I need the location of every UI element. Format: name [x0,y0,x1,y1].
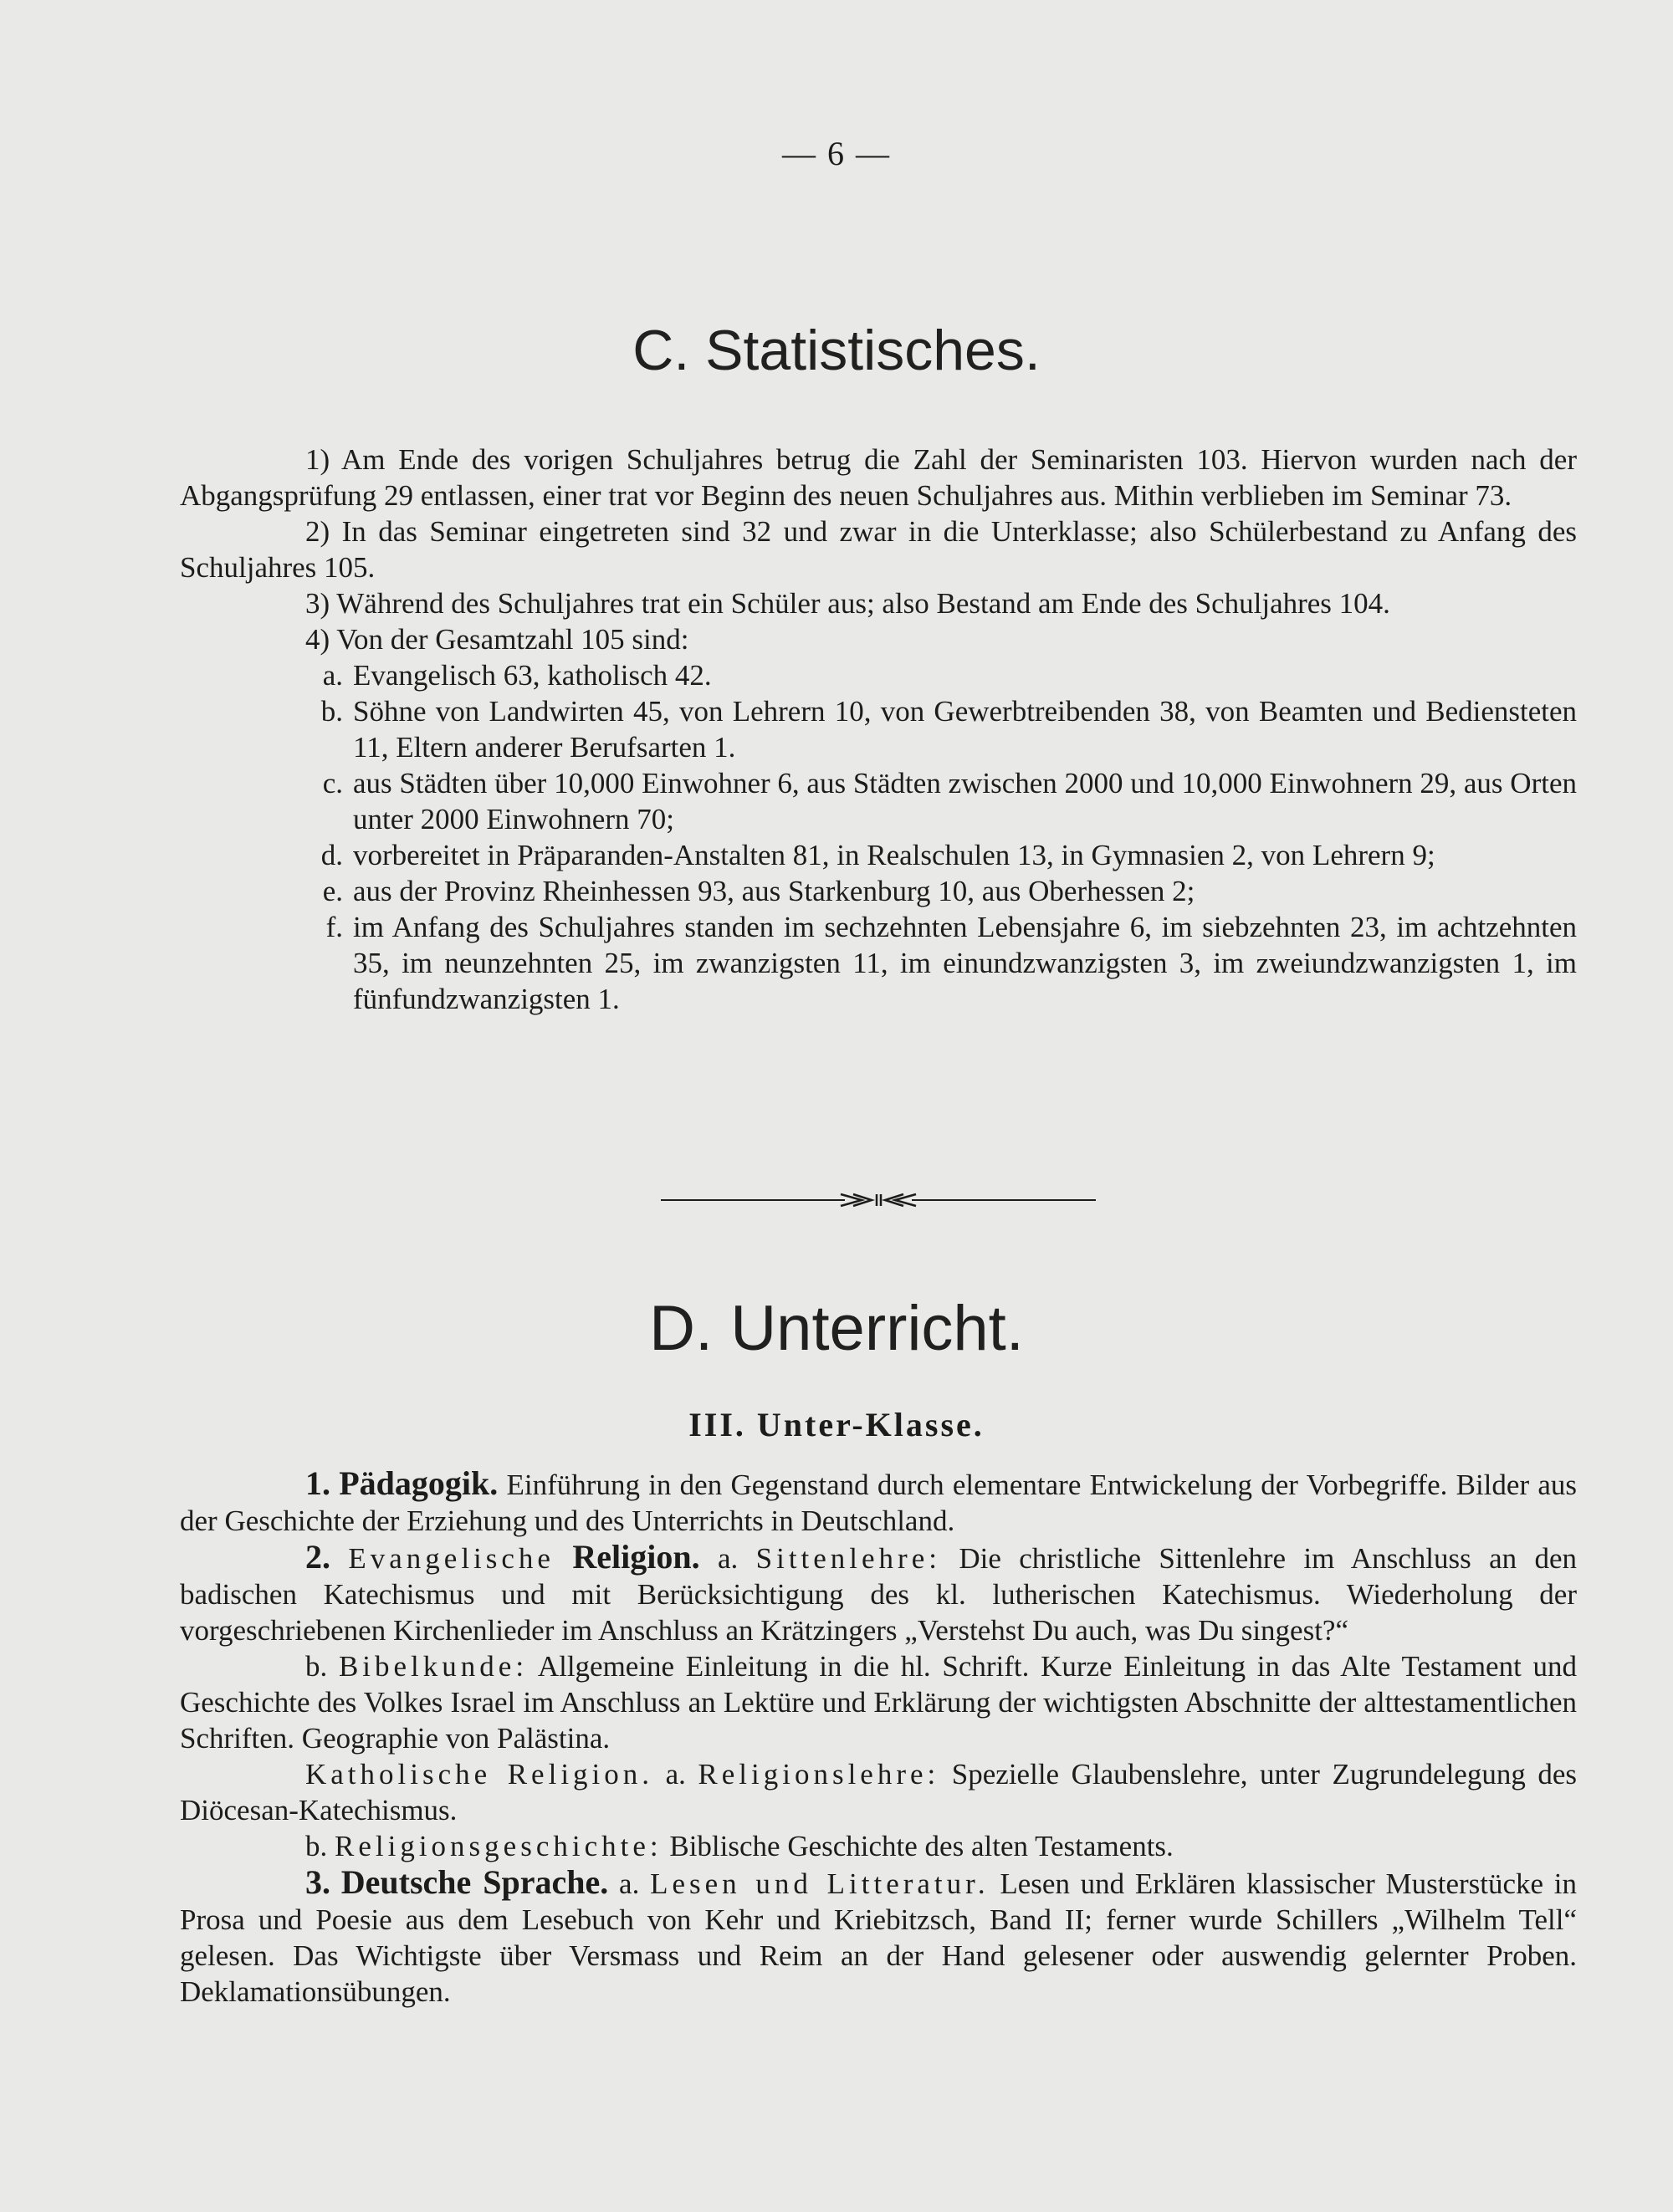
stat-paragraph-4: 4) Von der Gesamtzahl 105 sind: [305,623,689,656]
list-item-letter: d. [320,839,343,871]
paragraph-text: Biblische Geschichte des alten Testaments. [662,1830,1174,1862]
spaced-label: Lesen und Litteratur. [650,1867,990,1900]
subject-title: Pädagogik. [339,1464,499,1502]
stat-paragraph-2: 2) In das Seminar eingetreten sind 32 und zwar in die Unterklasse; also Schülerbestand zu Anfang des Schuljahres 105. [180,515,1577,584]
paragraph-text: Einführung in den Gegenstand durch elementare Entwickelung der Vorbegriffe. Bilder aus der Geschichte der Erziehung und des Unterrichts in Deutschland. [180,1469,1577,1537]
list-item-text: Söhne von Landwirten 45, von Lehrern 10, von Gewerbtreibenden 38, von Beamten und Bediensteten 11, Eltern anderer Berufsarten 1. [353,695,1577,764]
paragraph-number: 1. [305,1464,330,1502]
divider-ornament-icon [661,1188,1096,1213]
list-item [180,693,1577,765]
ev-religion-paragraph [180,1539,1577,1648]
paedagogik-paragraph [180,1465,1577,1539]
section-c-title: C. Statistisches. [632,319,1041,382]
section-divider-ornament [661,1188,1096,1213]
list-item-text: aus Städten über 10,000 Einwohner 6, aus Städten zwischen 2000 und 10,000 Einwohnern 29, aus Orten unter 2000 Einwohnern 70; [353,767,1577,835]
spaced-label: Bibelkunde: [338,1650,529,1683]
bibelkunde-paragraph [180,1648,1577,1756]
sub-label: b. [305,1830,328,1862]
spaced-label: Religionslehre: [698,1758,940,1791]
kath-religion-paragraph [180,1756,1577,1828]
religionsgeschichte-paragraph [180,1828,1577,1864]
class-heading: III. Unter-Klasse. [688,1406,985,1443]
list-item [180,657,1577,693]
subject-title: Deutsche Sprache. [340,1863,609,1901]
list-item-text: im Anfang des Schuljahres standen im sechzehnten Lebensjahre 6, im siebzehnten 23, im achtzehnten 35, im neunzehnten 25, im zwanzigsten 11, im einundzwanzigsten 3, im zweiundzwanzigsten 1, im fünfundzwanzigsten 1. [353,911,1577,1015]
page-number: — 6 — [782,135,891,172]
deutsche-sprache-paragraph [180,1864,1577,2010]
list-item-text: vorbereitet in Präparanden-Anstalten 81, in Realschulen 13, in Gymnasien 2, von Lehrern 9; [353,839,1435,871]
paragraph-text: Allgemeine Einleitung in die hl. Schrift. Kurze Einleitung in das Alte Testament und Geschichte des Volkes Israel im Anschluss an Lektüre und Erklärung der wichtigsten Abschnitte der alttestamentlichen Schriften. Geographie von Palästina. [180,1650,1577,1755]
sub-label: a. [717,1542,739,1575]
list-item-letter: b. [320,695,343,728]
section-d-title: D. Unterricht. [649,1293,1024,1364]
list-item [180,873,1577,909]
list-item [180,909,1577,1017]
list-item [180,837,1577,873]
spaced-label: Katholische Religion. [305,1758,654,1791]
list-item-text: Evangelisch 63, katholisch 42. [353,659,712,692]
paragraph-text: Die christliche Sittenlehre im Anschluss an den badischen Katechismus und mit Berücksichtigung des kl. lutherischen Katechismus. Wiederholung der vorgeschriebenen Kirchenlieder im Anschluss an Krätzingers „Verstehst Du auch, was Du singest?“ [180,1542,1578,1647]
paragraph-number: 3. [305,1863,330,1901]
sub-label: a. [619,1867,640,1900]
list-item-text: aus der Provinz Rheinhessen 93, aus Starkenburg 10, aus Oberhessen 2; [353,875,1195,907]
stat-paragraph-3: 3) Während des Schuljahres trat ein Schüler aus; also Bestand am Ende des Schuljahres 104. [305,587,1390,620]
list-item-letter: a. [322,659,343,692]
list-item-letter: c. [322,767,343,799]
list-item [180,765,1577,837]
teaching-section [180,1465,1577,2010]
stat-paragraph-1: 1) Am Ende des vorigen Schuljahres betrug die Zahl der Seminaristen 103. Hiervon wurden nach der Abgangsprüfung 29 entlassen, einer trat vor Beginn des neuen Schuljahres aus. Mithin verblieben im Seminar 73. [180,443,1577,512]
paragraph-text: Spezielle Glaubenslehre, unter Zugrundelegung des Diöcesan-Katechismus. [180,1758,1578,1826]
sub-label: a. [665,1758,686,1791]
spaced-label: Religionsgeschichte: [335,1830,663,1862]
spaced-label: Evangelische [348,1542,555,1575]
subject-title: Religion. [572,1538,700,1576]
spaced-label: Sittenlehre: [755,1542,941,1575]
sub-label: b. [305,1650,328,1683]
paragraph-text: Lesen und Erklären klassischer Musterstücke in Prosa und Poesie aus dem Lesebuch von Kehr und Kriebitzsch, Band II; ferner wurde Schillers „Wilhelm Tell“ gelesen. Das Wichtigste über Versmass und Reim an der Hand gelesener oder auswendig gelernter Proben. Deklamationsübungen. [180,1867,1578,2008]
statistics-section [180,442,1577,1017]
list-item-letter: f. [325,911,343,943]
list-item-letter: e. [322,875,343,907]
paragraph-number: 2. [305,1538,330,1576]
